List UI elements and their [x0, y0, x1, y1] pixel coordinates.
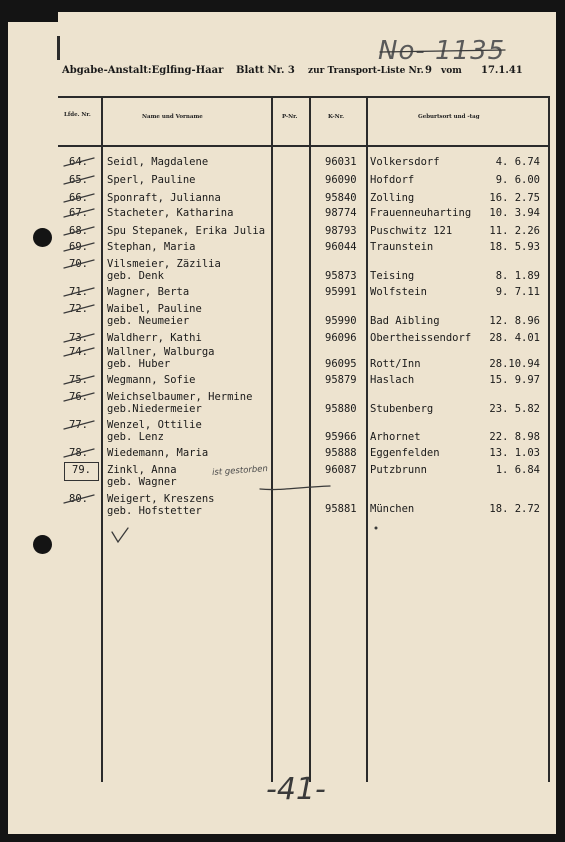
row-birthplace: Hofdorf: [370, 174, 415, 186]
row-birthdate: 18. 2.72: [489, 503, 540, 515]
row-maiden-name: geb. Hofstetter: [107, 505, 202, 517]
row-k-nr: 95840: [325, 192, 357, 204]
row-number: 65.: [69, 174, 88, 186]
row-k-nr: 98793: [325, 225, 357, 237]
stamp-number: No- 1135: [378, 36, 506, 66]
row-birthplace: Stubenberg: [370, 403, 434, 415]
list-label: zur Transport-Liste Nr.: [308, 66, 424, 76]
row-birthplace: Haslach: [370, 374, 415, 386]
col-header-no: Lfde. Nr.: [64, 112, 91, 118]
row-number: 73.: [69, 332, 88, 344]
row-birthdate: 12. 8.96: [489, 315, 540, 327]
row-number: 74.: [69, 346, 88, 358]
row-number: 64.: [69, 156, 88, 168]
row-name: Wegmann, Sofie: [107, 374, 196, 386]
row-birthdate: 28. 4.01: [489, 332, 540, 344]
row-name: Wiedemann, Maria: [107, 447, 209, 459]
row-birthplace: Zolling: [370, 192, 415, 204]
row-name: Sponraft, Julianna: [107, 192, 221, 204]
row-number: 78.: [69, 447, 88, 459]
row-k-nr: 96096: [325, 332, 357, 344]
row-k-nr: 96090: [325, 174, 357, 186]
row-maiden-name: geb.Niedermeier: [107, 403, 202, 415]
page-number: -41-: [266, 772, 326, 807]
row-k-nr: 96087: [325, 464, 357, 476]
row-number: 68.: [69, 225, 88, 237]
row-number: 72.: [69, 303, 88, 315]
col-header-p-nr: P-Nr.: [282, 114, 298, 120]
row-birthdate: 4. 6.74: [495, 156, 540, 168]
row-k-nr: 95881: [325, 503, 357, 515]
row-k-nr: 95990: [325, 315, 357, 327]
row-birthdate: 1. 6.84: [495, 464, 540, 476]
row-k-nr: 96031: [325, 156, 357, 168]
row-birthplace: Traunstein: [370, 241, 434, 253]
row-birthdate: 13. 1.03: [489, 447, 540, 459]
row-birthdate: 10. 3.94: [489, 207, 540, 219]
row-birthdate: 9. 7.11: [495, 286, 540, 298]
row-birthdate: 23. 5.82: [489, 403, 540, 415]
row-name: Waldherr, Kathi: [107, 332, 202, 344]
list-number: 9: [425, 65, 432, 76]
row-number: 69.: [69, 241, 88, 253]
row-name: Wenzel, Ottilie: [107, 419, 202, 431]
row-k-nr: 95880: [325, 403, 357, 415]
row-birthdate: 22. 8.98: [489, 431, 540, 443]
row-maiden-name: geb. Wagner: [107, 476, 177, 488]
row-name: Sperl, Pauline: [107, 174, 196, 186]
row-name: Wagner, Berta: [107, 286, 190, 298]
row-k-nr: 96095: [325, 358, 357, 370]
col-header-name: Name und Vorname: [142, 114, 203, 120]
row-maiden-name: geb. Huber: [107, 358, 171, 370]
row-k-nr: 95991: [325, 286, 357, 298]
institution-label: Abgabe-Anstalt:Eglfing-Haar: [62, 65, 224, 76]
row-number: 76.: [69, 391, 88, 403]
row-birthdate: 11. 2.26: [489, 225, 540, 237]
row-birthplace: Bad Aibling: [370, 315, 440, 327]
col-header-birth: Geburtsort und -tag: [418, 114, 480, 120]
row-name: Seidl, Magdalene: [107, 156, 209, 168]
sheet-label: Blatt Nr. 3: [236, 65, 295, 76]
row-birthplace: Frauenneuharting: [370, 207, 472, 219]
row-name: Stephan, Maria: [107, 241, 196, 253]
row-number: 66.: [69, 192, 88, 204]
row-birthdate: 18. 5.93: [489, 241, 540, 253]
row-birthplace: Puschwitz 121: [370, 225, 453, 237]
row-birthplace: Wolfstein: [370, 286, 427, 298]
handwritten-annotation: ist gestorben: [211, 464, 269, 478]
row-name: Waibel, Pauline: [107, 303, 202, 315]
row-number: 67.: [69, 207, 88, 219]
row-birthdate: 8. 1.89: [495, 270, 540, 282]
row-maiden-name: geb. Neumeier: [107, 315, 190, 327]
row-birthdate: 28.10.94: [489, 358, 540, 370]
row-maiden-name: geb. Denk: [107, 270, 164, 282]
list-date: 17.1.41: [481, 65, 523, 76]
row-k-nr: 95888: [325, 447, 357, 459]
row-k-nr: 95873: [325, 270, 357, 282]
row-name: Weichselbaumer, Hermine: [107, 391, 253, 403]
row-birthdate: 9. 6.00: [495, 174, 540, 186]
row-birthplace: Arhornet: [370, 431, 421, 443]
row-name: Zinkl, Anna: [107, 464, 177, 476]
row-birthplace: Rott/Inn: [370, 358, 421, 370]
row-number: 71.: [69, 286, 88, 298]
row-birthplace: Eggenfelden: [370, 447, 440, 459]
row-birthplace: Obertheissendorf: [370, 332, 472, 344]
row-birthdate: 15. 9.97: [489, 374, 540, 386]
row-k-nr: 95879: [325, 374, 357, 386]
col-header-k-nr: K-Nr.: [328, 114, 344, 120]
row-number: 80.: [69, 493, 88, 505]
row-number: 70.: [69, 258, 88, 270]
row-k-nr: 98774: [325, 207, 357, 219]
row-k-nr: 96044: [325, 241, 357, 253]
row-k-nr: 95966: [325, 431, 357, 443]
row-name: Vilsmeier, Zäzilia: [107, 258, 221, 270]
row-birthplace: Teising: [370, 270, 415, 282]
row-birthdate: 16. 2.75: [489, 192, 540, 204]
row-number: 77.: [69, 419, 88, 431]
row-birthplace: Putzbrunn: [370, 464, 427, 476]
row-name: Weigert, Kreszens: [107, 493, 215, 505]
row-number: 75.: [69, 374, 88, 386]
row-birthplace: Volkersdorf: [370, 156, 440, 168]
date-label: vom: [441, 66, 462, 76]
row-name: Spu Stepanek, Erika Julia: [107, 225, 266, 237]
row-number: 79.: [72, 464, 91, 476]
row-birthplace: München: [370, 503, 415, 515]
row-maiden-name: geb. Lenz: [107, 431, 164, 443]
row-name: Wallner, Walburga: [107, 346, 215, 358]
row-name: Stacheter, Katharina: [107, 207, 234, 219]
